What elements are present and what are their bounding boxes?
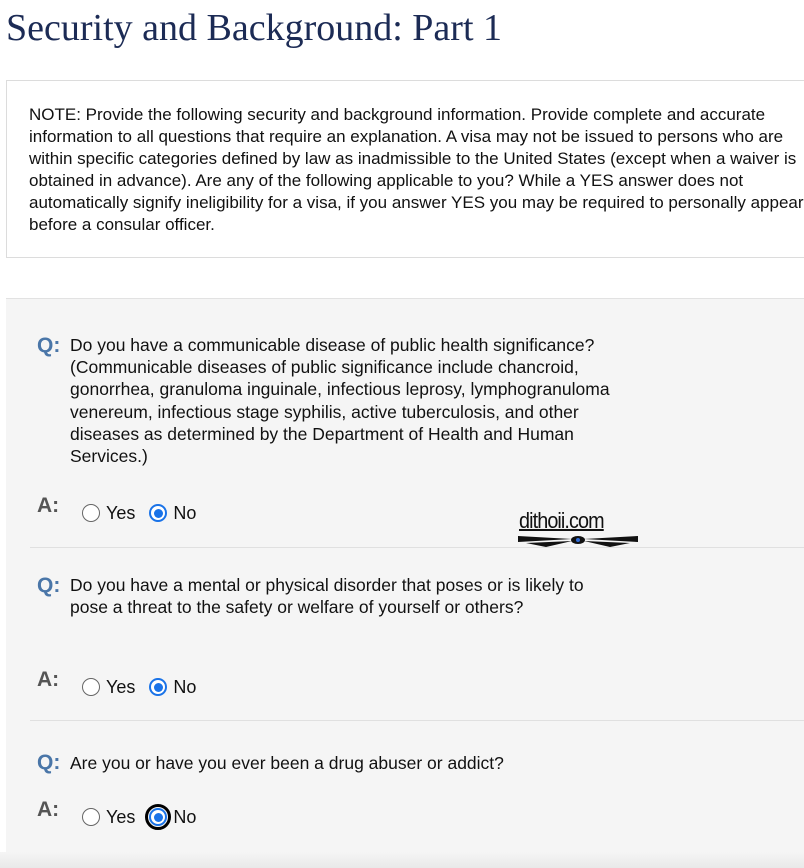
question-label: Q: [37, 751, 61, 774]
radio-yes-2[interactable] [82, 678, 100, 696]
question-label: Q: [37, 334, 61, 357]
radio-no-label-3[interactable]: No [173, 806, 197, 827]
radio-yes-label-1[interactable]: Yes [106, 502, 136, 523]
answer-label: A: [37, 668, 60, 691]
watermark-logo [516, 508, 640, 548]
radio-yes-label-3[interactable]: Yes [106, 806, 136, 827]
radio-yes-label-2[interactable]: Yes [106, 676, 136, 697]
watermark-wings-icon [516, 530, 640, 548]
answer-label: A: [37, 798, 60, 821]
note-text: NOTE: Provide the following security and background information. Provide complete and accurate information to all questions that require an explanation. A visa may not be issued to persons who are within specific categories defined by law as inadmissible to the United States (except when a waiver is obtained in advance). Are any of the following applicable to you? While a YES answer does not automatically signify ineligibility for a visa, if you answer YES you may be required to personally appear before a consular officer. [29, 105, 804, 235]
radio-yes-1[interactable] [82, 504, 100, 522]
note-panel [6, 80, 804, 258]
answer-radio-group-3 [82, 804, 210, 830]
radio-no-2[interactable] [149, 678, 167, 696]
radio-no-label-1[interactable]: No [173, 502, 197, 523]
page-title: Security and Background: Part 1 [6, 7, 503, 49]
answer-label: A: [37, 494, 60, 517]
radio-no-3[interactable] [149, 808, 167, 826]
bottom-edge [0, 852, 804, 868]
divider [30, 547, 804, 548]
radio-no-1[interactable] [149, 504, 167, 522]
watermark-text: dithoii.com [519, 508, 604, 533]
divider [30, 720, 804, 721]
question-text-3: Are you or have you ever been a drug abuser or addict? [70, 753, 504, 773]
question-text-1: Do you have a communicable disease of public health significance? (Communicable diseases of public significance include chancroid, gonorrhea, granuloma inguinale, infectious leprosy, lymphogranuloma venereum, infectious stage syphilis, active tuberculosis, and other diseases as determined by the Department of Health and Human Services.) [70, 335, 610, 467]
questions-panel [6, 298, 804, 868]
answer-radio-group-2 [82, 674, 210, 700]
radio-no-label-2[interactable]: No [173, 676, 197, 697]
radio-yes-3[interactable] [82, 808, 100, 826]
question-text-2: Do you have a mental or physical disorder that poses or is likely to pose a threat to the safety or welfare of yourself or others? [70, 575, 584, 618]
question-label: Q: [37, 574, 61, 597]
answer-radio-group-1 [82, 500, 210, 526]
